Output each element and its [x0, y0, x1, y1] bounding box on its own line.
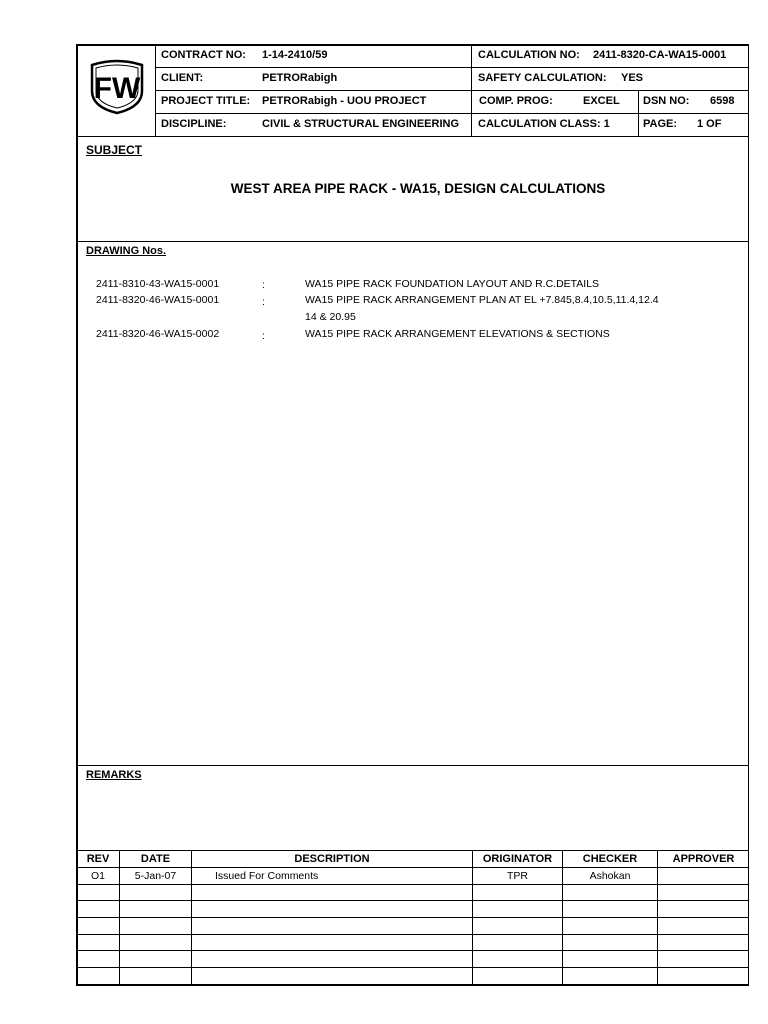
contract-value: 1-14-2410/59 [262, 49, 328, 61]
header-row-line-1 [155, 67, 749, 68]
rev-cell-checker: Ashokan [589, 870, 631, 882]
safety-value: YES [621, 72, 644, 84]
remarks-bottom-line [76, 850, 749, 851]
rev-header-description: DESCRIPTION [294, 853, 370, 865]
calc-no-label: CALCULATION NO: [478, 49, 580, 61]
comp-prog-label: COMP. PROG: [479, 95, 553, 107]
client-value: PETRORabigh [262, 72, 338, 84]
rev-cell-rev: O1 [90, 870, 105, 882]
calc-class-label: CALCULATION CLASS: 1 [478, 118, 610, 130]
header-row-line-2 [155, 90, 749, 91]
drawing-number: 2411-8310-43-WA15-0001 [96, 278, 220, 290]
comp-prog-value: EXCEL [583, 95, 620, 107]
subject-bottom-line [76, 241, 749, 242]
drawing-nos-label: DRAWING Nos. [86, 245, 167, 257]
subject-label: SUBJECT [86, 143, 143, 157]
contract-label: CONTRACT NO: [161, 49, 246, 61]
project-value: PETRORabigh - UOU PROJECT [262, 95, 427, 107]
rev-row-line [76, 967, 749, 968]
drawings-bottom-line [76, 765, 749, 766]
rev-row-line [76, 884, 749, 885]
calc-no-value: 2411-8320-CA-WA15-0001 [593, 49, 727, 61]
subject-title: WEST AREA PIPE RACK - WA15, DESIGN CALCULATIONS [230, 181, 606, 196]
discipline-label: DISCIPLINE: [161, 118, 227, 130]
rev-header-date: DATE [140, 853, 171, 865]
client-label: CLIENT: [161, 72, 204, 84]
rev-row-line [76, 917, 749, 918]
rev-cell-originator: TPR [507, 870, 528, 882]
drawing-separator: : [262, 330, 265, 342]
rev-header-originator: ORIGINATOR [482, 853, 553, 865]
dsn-label: DSN NO: [643, 95, 690, 107]
rev-header-checker: CHECKER [582, 853, 638, 865]
rev-row-line [76, 950, 749, 951]
drawing-description: WA15 PIPE RACK ARRANGEMENT ELEVATIONS & SECTIONS [305, 328, 610, 340]
fw-logo-icon [88, 57, 146, 115]
rev-header-rev: REV [86, 853, 110, 865]
logo-text: FW [93, 72, 141, 105]
discipline-value: CIVIL & STRUCTURAL ENGINEERING [262, 118, 459, 130]
drawing-number: 2411-8320-46-WA15-0002 [96, 328, 220, 340]
rev-cell-description: Issued For Comments [215, 870, 319, 882]
frame-top-border [76, 44, 749, 46]
project-label: PROJECT TITLE: [161, 95, 251, 107]
page-value: 1 OF [697, 118, 722, 130]
drawing-description-cont: 14 & 20.95 [305, 311, 356, 323]
header-bottom-line [76, 136, 749, 137]
safety-label: SAFETY CALCULATION: [478, 72, 607, 84]
rev-row-line [76, 900, 749, 901]
drawing-description: WA15 PIPE RACK ARRANGEMENT PLAN AT EL +7.845,8.4,10.5,11.4,12.4 [305, 294, 659, 306]
drawing-number: 2411-8320-46-WA15-0001 [96, 294, 220, 306]
drawing-description: WA15 PIPE RACK FOUNDATION LAYOUT AND R.C.DETAILS [305, 278, 600, 290]
rev-row-line [76, 867, 749, 868]
page-label: PAGE: [643, 118, 678, 130]
rev-cell-date: 5-Jan-07 [134, 870, 177, 882]
remarks-label: REMARKS [86, 769, 142, 781]
dsn-value: 6598 [710, 95, 735, 107]
company-logo [88, 57, 146, 115]
frame-bottom-border [76, 984, 749, 986]
rev-row-line [76, 934, 749, 935]
header-row-line-3 [155, 113, 749, 114]
drawing-separator: : [262, 279, 265, 291]
rev-header-approver: APPROVER [672, 853, 735, 865]
drawing-separator: : [262, 296, 265, 308]
